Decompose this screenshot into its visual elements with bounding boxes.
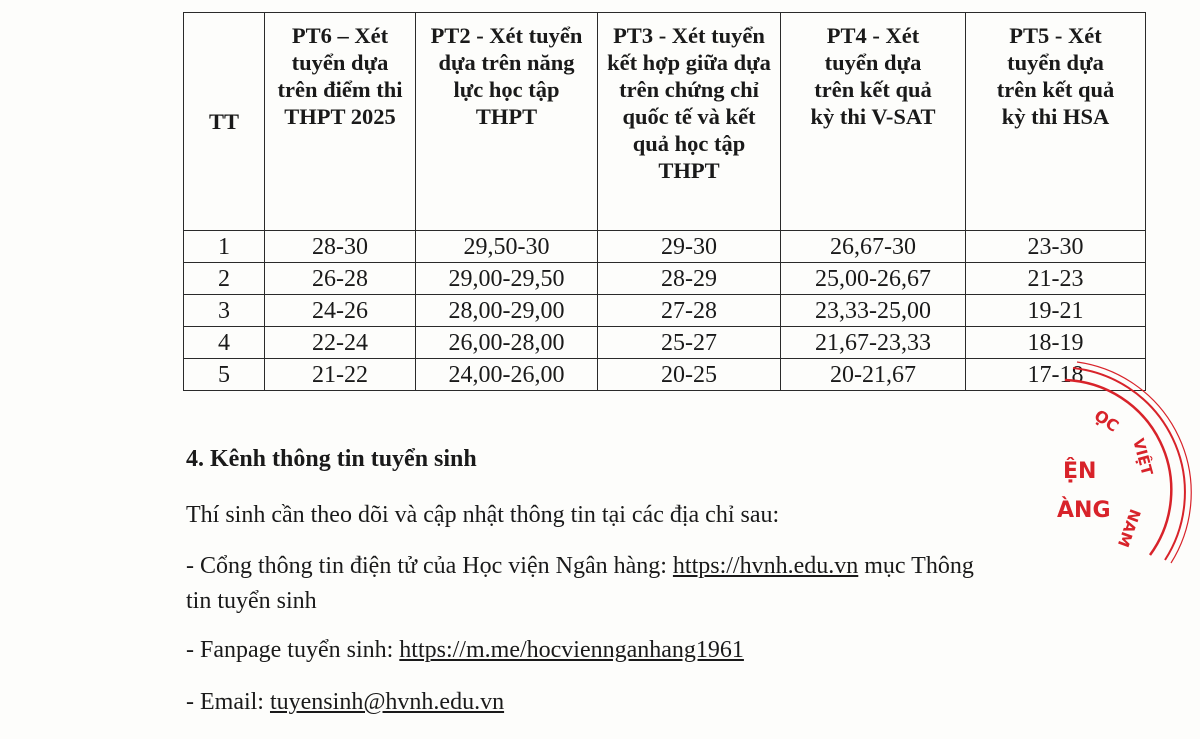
cell-pt4: 25,00-26,67 <box>781 263 966 295</box>
table-row <box>184 263 1146 295</box>
cell-tt: 1 <box>184 231 265 263</box>
header-pt4: PT4 - Xét tuyển dựa trên kết quả kỳ thi V-SAT <box>781 13 966 231</box>
intro-text: Thí sinh cần theo dõi và cập nhật thông tin tại các địa chỉ sau: <box>186 502 780 528</box>
fanpage-prefix: - Fanpage tuyển sinh: <box>186 637 400 663</box>
cell-pt5: 18-19 <box>966 327 1146 359</box>
cell-pt2: 28,00-29,00 <box>416 295 598 327</box>
cell-pt4: 20-21,67 <box>781 359 966 391</box>
cell-tt: 2 <box>184 263 265 295</box>
cell-pt6: 26-28 <box>265 263 416 295</box>
admission-score-table <box>183 12 1146 391</box>
cell-tt: 3 <box>184 295 265 327</box>
table-row <box>184 231 1146 263</box>
portal-line <box>186 553 974 580</box>
portal-suffix: mục Thông <box>858 553 974 579</box>
section-heading: 4. Kênh thông tin tuyển sinh <box>186 446 477 472</box>
svg-text:ỌC: ỌC <box>1090 405 1123 436</box>
header-pt2: PT2 - Xét tuyển dựa trên năng lực học tập THPT <box>416 13 598 231</box>
portal-continuation: tin tuyển sinh <box>186 588 317 614</box>
header-pt3: PT3 - Xét tuyển kết hợp giữa dựa trên chứng chỉ quốc tế và kết quả học tập THPT <box>598 13 781 231</box>
email-line <box>186 689 504 716</box>
svg-text:VIỆT: VIỆT <box>1129 436 1157 478</box>
cell-pt2: 29,00-29,50 <box>416 263 598 295</box>
header-pt5: PT5 - Xét tuyển dựa trên kết quả kỳ thi HSA <box>966 13 1146 231</box>
header-tt: TT <box>184 13 265 231</box>
email-link[interactable]: tuyensinh@hvnh.edu.vn <box>269 689 505 715</box>
cell-pt2: 29,50-30 <box>416 231 598 263</box>
cell-pt4: 23,33-25,00 <box>781 295 966 327</box>
cell-pt2: 26,00-28,00 <box>416 327 598 359</box>
table-row <box>184 327 1146 359</box>
cell-tt: 5 <box>184 359 265 391</box>
cell-pt3: 27-28 <box>598 295 781 327</box>
email-prefix: - Email: <box>186 689 270 715</box>
svg-text:ÀNG: ÀNG <box>1057 498 1111 523</box>
cell-pt5: 19-21 <box>966 295 1146 327</box>
cell-pt3: 29-30 <box>598 231 781 263</box>
red-seal-stamp-icon <box>1055 360 1200 570</box>
cell-tt: 4 <box>184 327 265 359</box>
table-header-row <box>184 13 1146 231</box>
svg-text:NAM: NAM <box>1113 506 1145 550</box>
table-row <box>184 359 1146 391</box>
fanpage-link[interactable]: https://m.me/hocviennganhang1961 <box>399 637 744 663</box>
cell-pt3: 20-25 <box>598 359 781 391</box>
svg-text:ỆN: ỆN <box>1063 459 1097 484</box>
cell-pt2: 24,00-26,00 <box>416 359 598 391</box>
cell-pt4: 21,67-23,33 <box>781 327 966 359</box>
cell-pt4: 26,67-30 <box>781 231 966 263</box>
header-pt6: PT6 – Xét tuyển dựa trên điểm thi THPT 2025 <box>265 13 416 231</box>
cell-pt6: 28-30 <box>265 231 416 263</box>
cell-pt3: 28-29 <box>598 263 781 295</box>
cell-pt5: 17-18 <box>966 359 1146 391</box>
fanpage-line <box>186 637 744 664</box>
cell-pt6: 24-26 <box>265 295 416 327</box>
cell-pt6: 22-24 <box>265 327 416 359</box>
table-row <box>184 295 1146 327</box>
cell-pt6: 21-22 <box>265 359 416 391</box>
cell-pt5: 23-30 <box>966 231 1146 263</box>
cell-pt5: 21-23 <box>966 263 1146 295</box>
cell-pt3: 25-27 <box>598 327 781 359</box>
portal-prefix: - Cổng thông tin điện tử của Học viện Ngân hàng: <box>186 553 673 579</box>
portal-link[interactable]: https://hvnh.edu.vn <box>672 553 859 579</box>
